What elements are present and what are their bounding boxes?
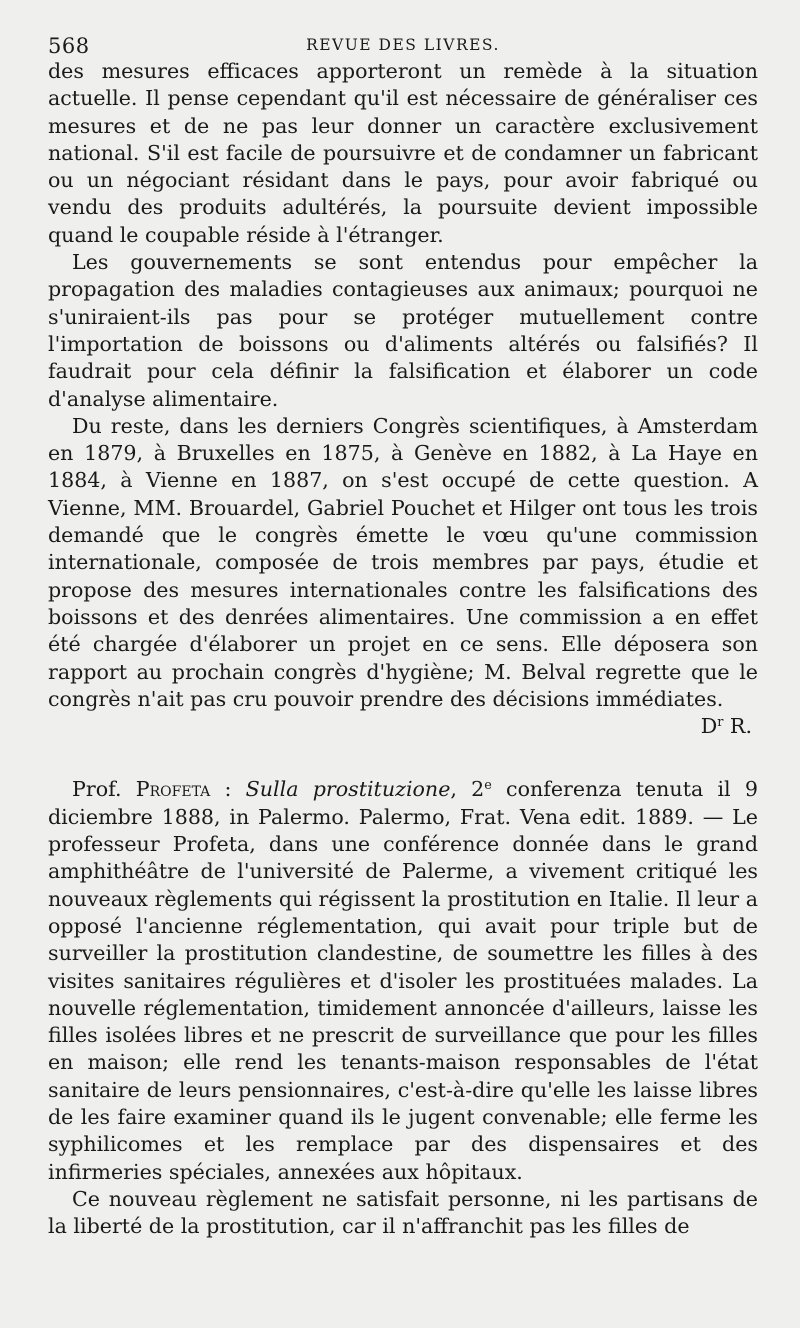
page-number: 568 xyxy=(48,34,90,58)
paragraph: Du reste, dans les derniers Congrès scientifiques, à Amsterdam en 1879, à Bruxelles en 1875, à Genève en 1882, à La Haye en 1884, à Vienne en 1887, on s'est occupé de cette question. A Vienne, MM. Brouardel, Gabriel Pouchet et Hilger ont tous les trois demandé que le congrès émette le vœu qu'une commission internationale, composée de trois membres par pays, étudie et propose des mesures internationales contre les falsifications des boissons et des denrées alimentaires. Une commission a en effet été chargée d'élaborer un projet en ce sens. Elle déposera son rapport au prochain congrès d'hygiène; M. Belval regrette que le congrès n'ait pas cru pouvoir prendre des décisions immédiates. xyxy=(48,413,758,711)
paragraph: des mesures efficaces apporteront un remède à la situation actuelle. Il pense cependant qu'il est nécessaire de généraliser ces mesures et de ne pas leur donner un caractère exclusivement national. S'il est facile de poursuivre et de condamner un fabricant ou un négociant résidant dans le pays, pour avoir fabriqué ou vendu des produits adultérés, la poursuite devient impossible quand le coupable réside à l'étranger. xyxy=(48,59,758,247)
running-head xyxy=(48,28,758,58)
running-title: REVUE DES LIVRES. xyxy=(306,36,500,54)
body-text xyxy=(48,58,758,1240)
citation-after-title: , 2 xyxy=(450,777,485,802)
citation-separator: : xyxy=(210,777,246,802)
section-gap xyxy=(48,740,758,776)
review-entry xyxy=(48,776,758,1185)
citation-and-text: conferenza tenuta il 9 diciembre 1888, in Palermo. Palermo, Frat. Vena edit. 1889. — Le professeur Profeta, dans une conférence donnée dans le grand amphithéâtre de l'université de Palerme, a vivement critiqué les nouveaux règlements qui régissent la prostitution en Italie. Il leur a opposé l'ancienne réglementation, qui avait pour triple but de surveiller la prostitution clandestine, de soumettre les filles à des visites sanitaires régulières et d'isoler les prostituées malades. La nouvelle réglementation, timidement annoncée d'ailleurs, laisse les filles isolées libres et ne prescrit de surveillance que pour les filles en maison; elle rend les tenants-maison responsables de l'état sanitaire de leurs pensionnaires, c'est-à-dire qu'elle les laisse libres de les faire examiner quand ils le jugent convenable; elle ferme les syphilicomes et les remplace par des dispensaires et des infirmeries spéciales, annexées aux hôpitaux. xyxy=(48,777,758,1184)
signature-end: R. xyxy=(723,714,752,739)
signature xyxy=(48,713,758,740)
citation-author: Profeta xyxy=(135,777,211,802)
citation-prefix: Prof. xyxy=(72,777,136,802)
paragraph: Ce nouveau règlement ne satisfait personne, ni les partisans de la liberté de la prostitution, car il n'affranchit pas les filles de xyxy=(48,1186,758,1239)
edition-superscript: e xyxy=(484,778,492,794)
signature-superscript: r xyxy=(717,715,724,731)
signature-initial: D xyxy=(700,714,718,739)
citation-title: Sulla prostituzione xyxy=(245,777,451,802)
paragraph: Les gouvernements se sont entendus pour empêcher la propagation des maladies contagieuses aux animaux; pourquoi ne s'uniraient-ils pas pour se protéger mutuellement contre l'importation de boissons ou d'aliments altérés ou falsifiés? Il faudrait pour cela définir la falsification et élaborer un code d'analyse alimentaire. xyxy=(48,250,758,411)
